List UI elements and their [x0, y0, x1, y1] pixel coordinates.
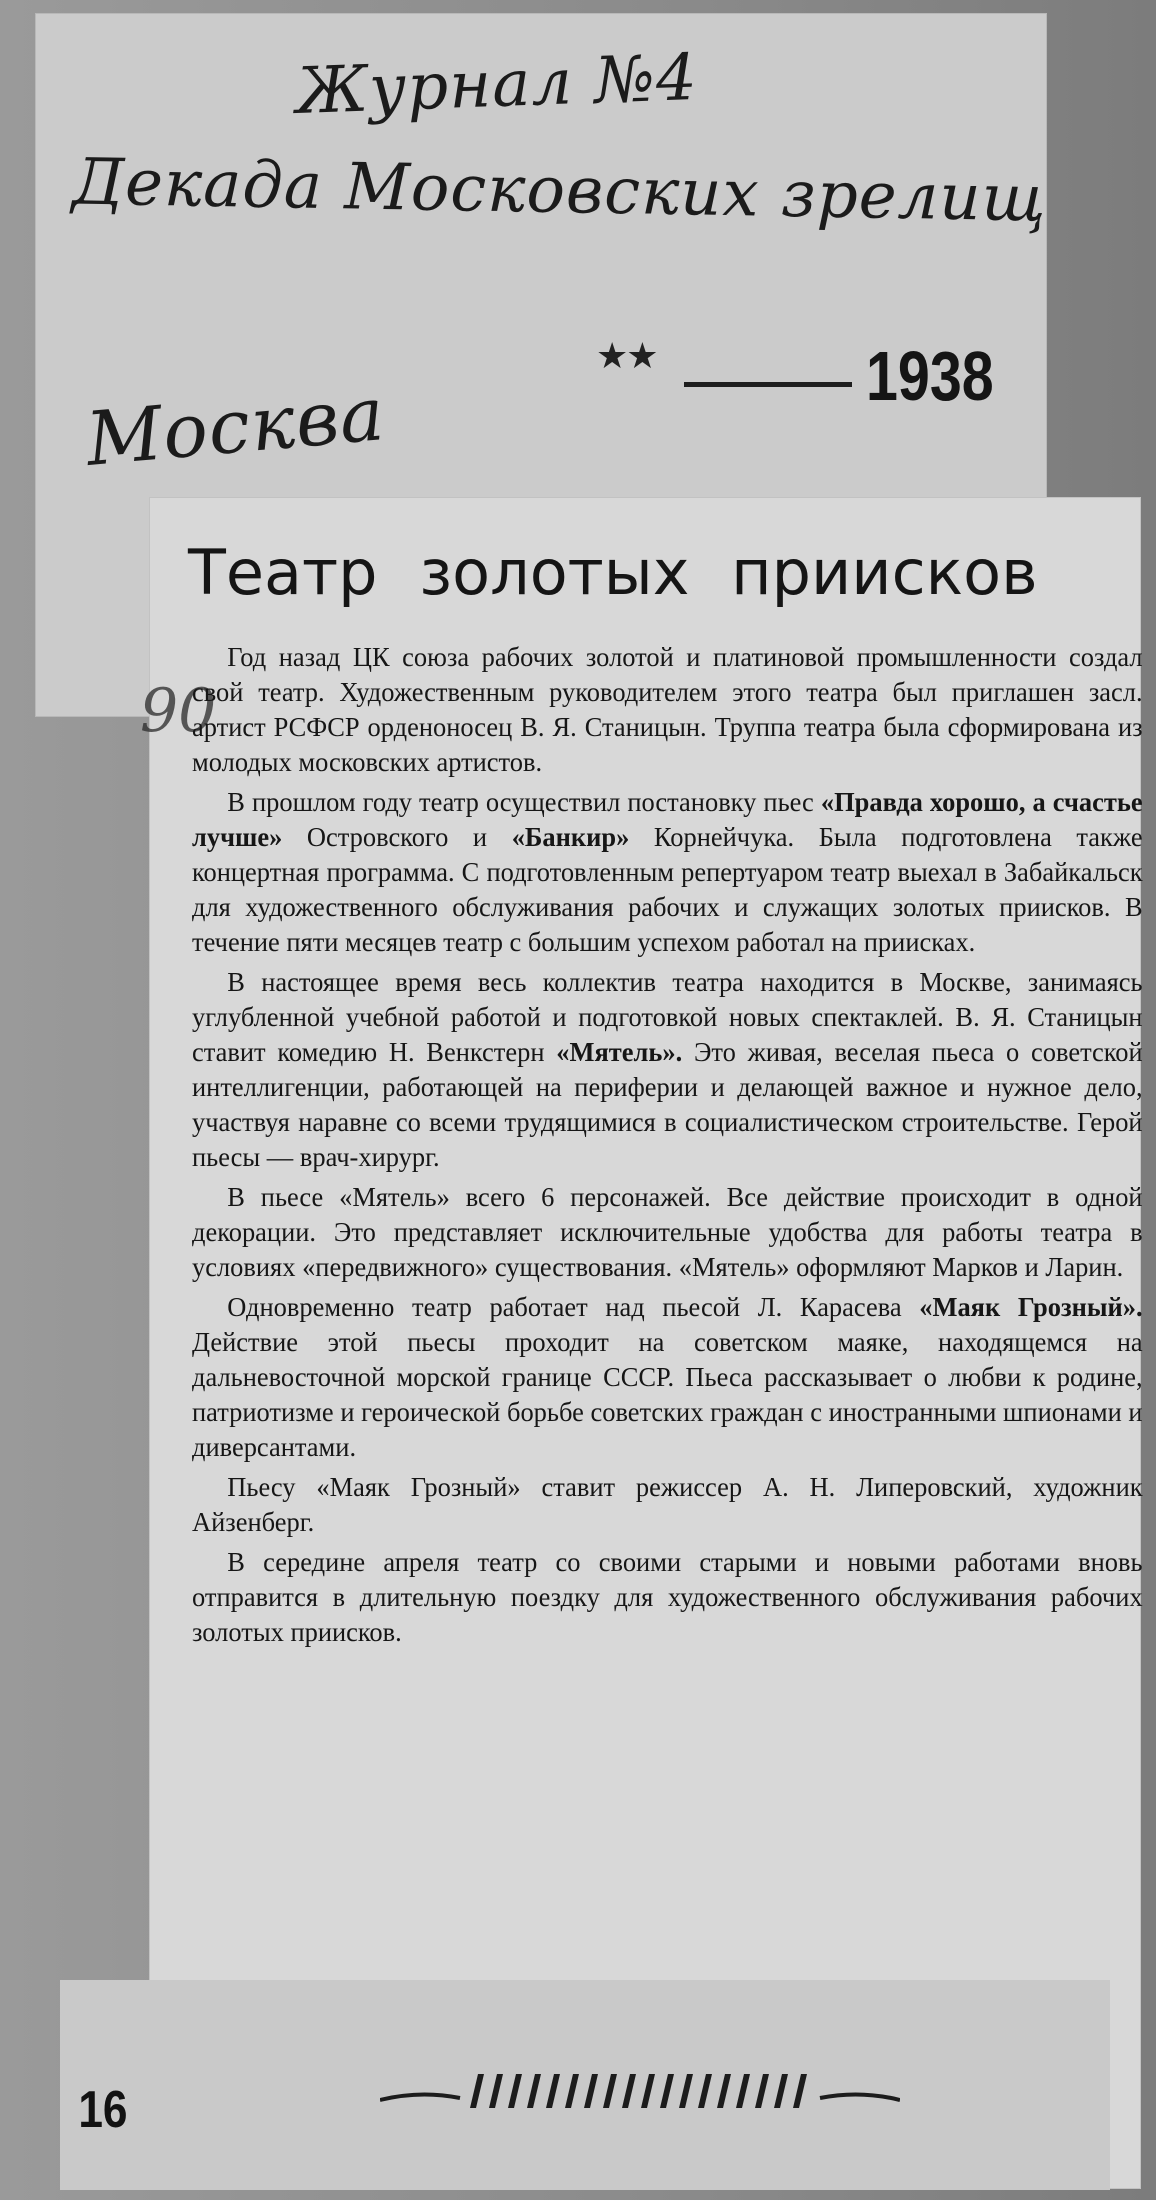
ornament-stroke — [565, 2074, 579, 2108]
article-body — [192, 640, 1143, 1655]
ink-page-mark: 90 — [140, 676, 217, 746]
paragraph-text: Это живая, веселая пьеса о советской интеллигенции, работающей на периферии и делающей важное и нужное дело, участвуя наравне со всеми трудящимися в социалистическом строительстве. Герой пьесы — врач-хирург. — [192, 1037, 1143, 1172]
ornament-stroke — [736, 2074, 750, 2108]
paragraph-text: Пьесу «Маяк Грозный» ставит режиссер А. Н. Липеровский, художник Айзенберг. — [192, 1472, 1143, 1537]
article-paragraph — [192, 1545, 1143, 1650]
article-title: Театр золотых приисков — [188, 536, 1038, 609]
play-title-text: «Правда хорошо, а счастье лучше» — [192, 787, 1143, 852]
paragraph-text: В настоящее время весь коллектив театра находится в Москве, занимаясь углубленной учебной работой и подготовкой новых спектаклей. В. Я. Станицын ставит комедию Н. Венкстерн — [192, 967, 1143, 1067]
ornament-stroke — [793, 2074, 807, 2108]
stamp-stars: ★★ — [596, 336, 657, 377]
ornament-stroke — [470, 2074, 484, 2108]
ornament-stroke — [679, 2074, 693, 2108]
paragraph-text: В прошлом году театр осуществил постановку пьес — [227, 787, 821, 817]
article-paragraph — [192, 965, 1143, 1175]
paragraph-text: Год назад ЦК союза рабочих золотой и платиновой промышленности создал свой театр. Художественным руководителем этого театра был приглашен засл. артист РСФСР орденоносец В. Я. Станицын. Труппа театра была сформирована из молодых московских артистов. — [192, 642, 1143, 777]
handwritten-city-note: Москва — [82, 371, 389, 483]
article-clipping — [140, 498, 1143, 2188]
article-paragraph — [192, 640, 1143, 780]
ornament-stroke — [546, 2074, 560, 2108]
ornament-stroke — [527, 2074, 541, 2108]
ornament-stroke — [698, 2074, 712, 2108]
ornament-stroke — [774, 2074, 788, 2108]
ornament-stroke — [622, 2074, 636, 2108]
ornament-stroke — [508, 2074, 522, 2108]
ornament-stroke — [584, 2074, 598, 2108]
paragraph-text: Корнейчука. Была подготовлена также концертная программа. С подготовленным репертуаром театр выехал в Забайкальск для художественного обслуживания рабочих и служащих золотых приисков. В течение пяти месяцев театр с большим успехом работал на приисках. — [192, 822, 1143, 957]
play-title-text: «Банкир» — [511, 822, 630, 852]
paragraph-text: Островского и — [282, 822, 512, 852]
article-paragraph — [192, 1180, 1143, 1285]
ornament-stroke — [755, 2074, 769, 2108]
paragraph-text: Действие этой пьесы проходит на советском маяке, находящемся на дальневосточной морской границе СССР. Пьеса рассказывает о любви к родине, патриотизме и героической борьбе советских граждан с иностранными шпионами и диверсантами. — [192, 1327, 1143, 1462]
stamp-year: 1938 — [866, 337, 994, 415]
ornament-stroke — [717, 2074, 731, 2108]
decorative-ornament — [380, 2060, 900, 2130]
paragraph-text: В середине апреля театр со своими старыми и новыми работами вновь отправится в длительную поездку для художественного обслуживания рабочих золотых приисков. — [192, 1547, 1143, 1647]
article-paragraph — [192, 1290, 1143, 1465]
handwritten-journal-note: Журнал №4 — [294, 41, 699, 129]
ornament-stroke — [660, 2074, 674, 2108]
paragraph-text: Одновременно театр работает над пьесой Л. Карасева — [227, 1292, 920, 1322]
ornament-stroke — [641, 2074, 655, 2108]
play-title-text: «Мятель». — [556, 1037, 683, 1067]
ornament-stroke — [603, 2074, 617, 2108]
article-paragraph — [192, 785, 1143, 960]
page-number: 16 — [78, 2081, 128, 2139]
article-paragraph — [192, 1470, 1143, 1540]
stamp-dash — [684, 382, 852, 387]
play-title-text: «Маяк Грозный». — [919, 1292, 1143, 1322]
ornament-stroke — [489, 2074, 503, 2108]
handwritten-source-note: Декада Московских зрелищ — [71, 145, 1048, 237]
paragraph-text: В пьесе «Мятель» всего 6 персонажей. Все действие происходит в одной декорации. Это представляет исключительные удобства для работы театра в условиях «передвижного» существования. «Мятель» оформляют Марков и Ларин. — [192, 1182, 1143, 1282]
